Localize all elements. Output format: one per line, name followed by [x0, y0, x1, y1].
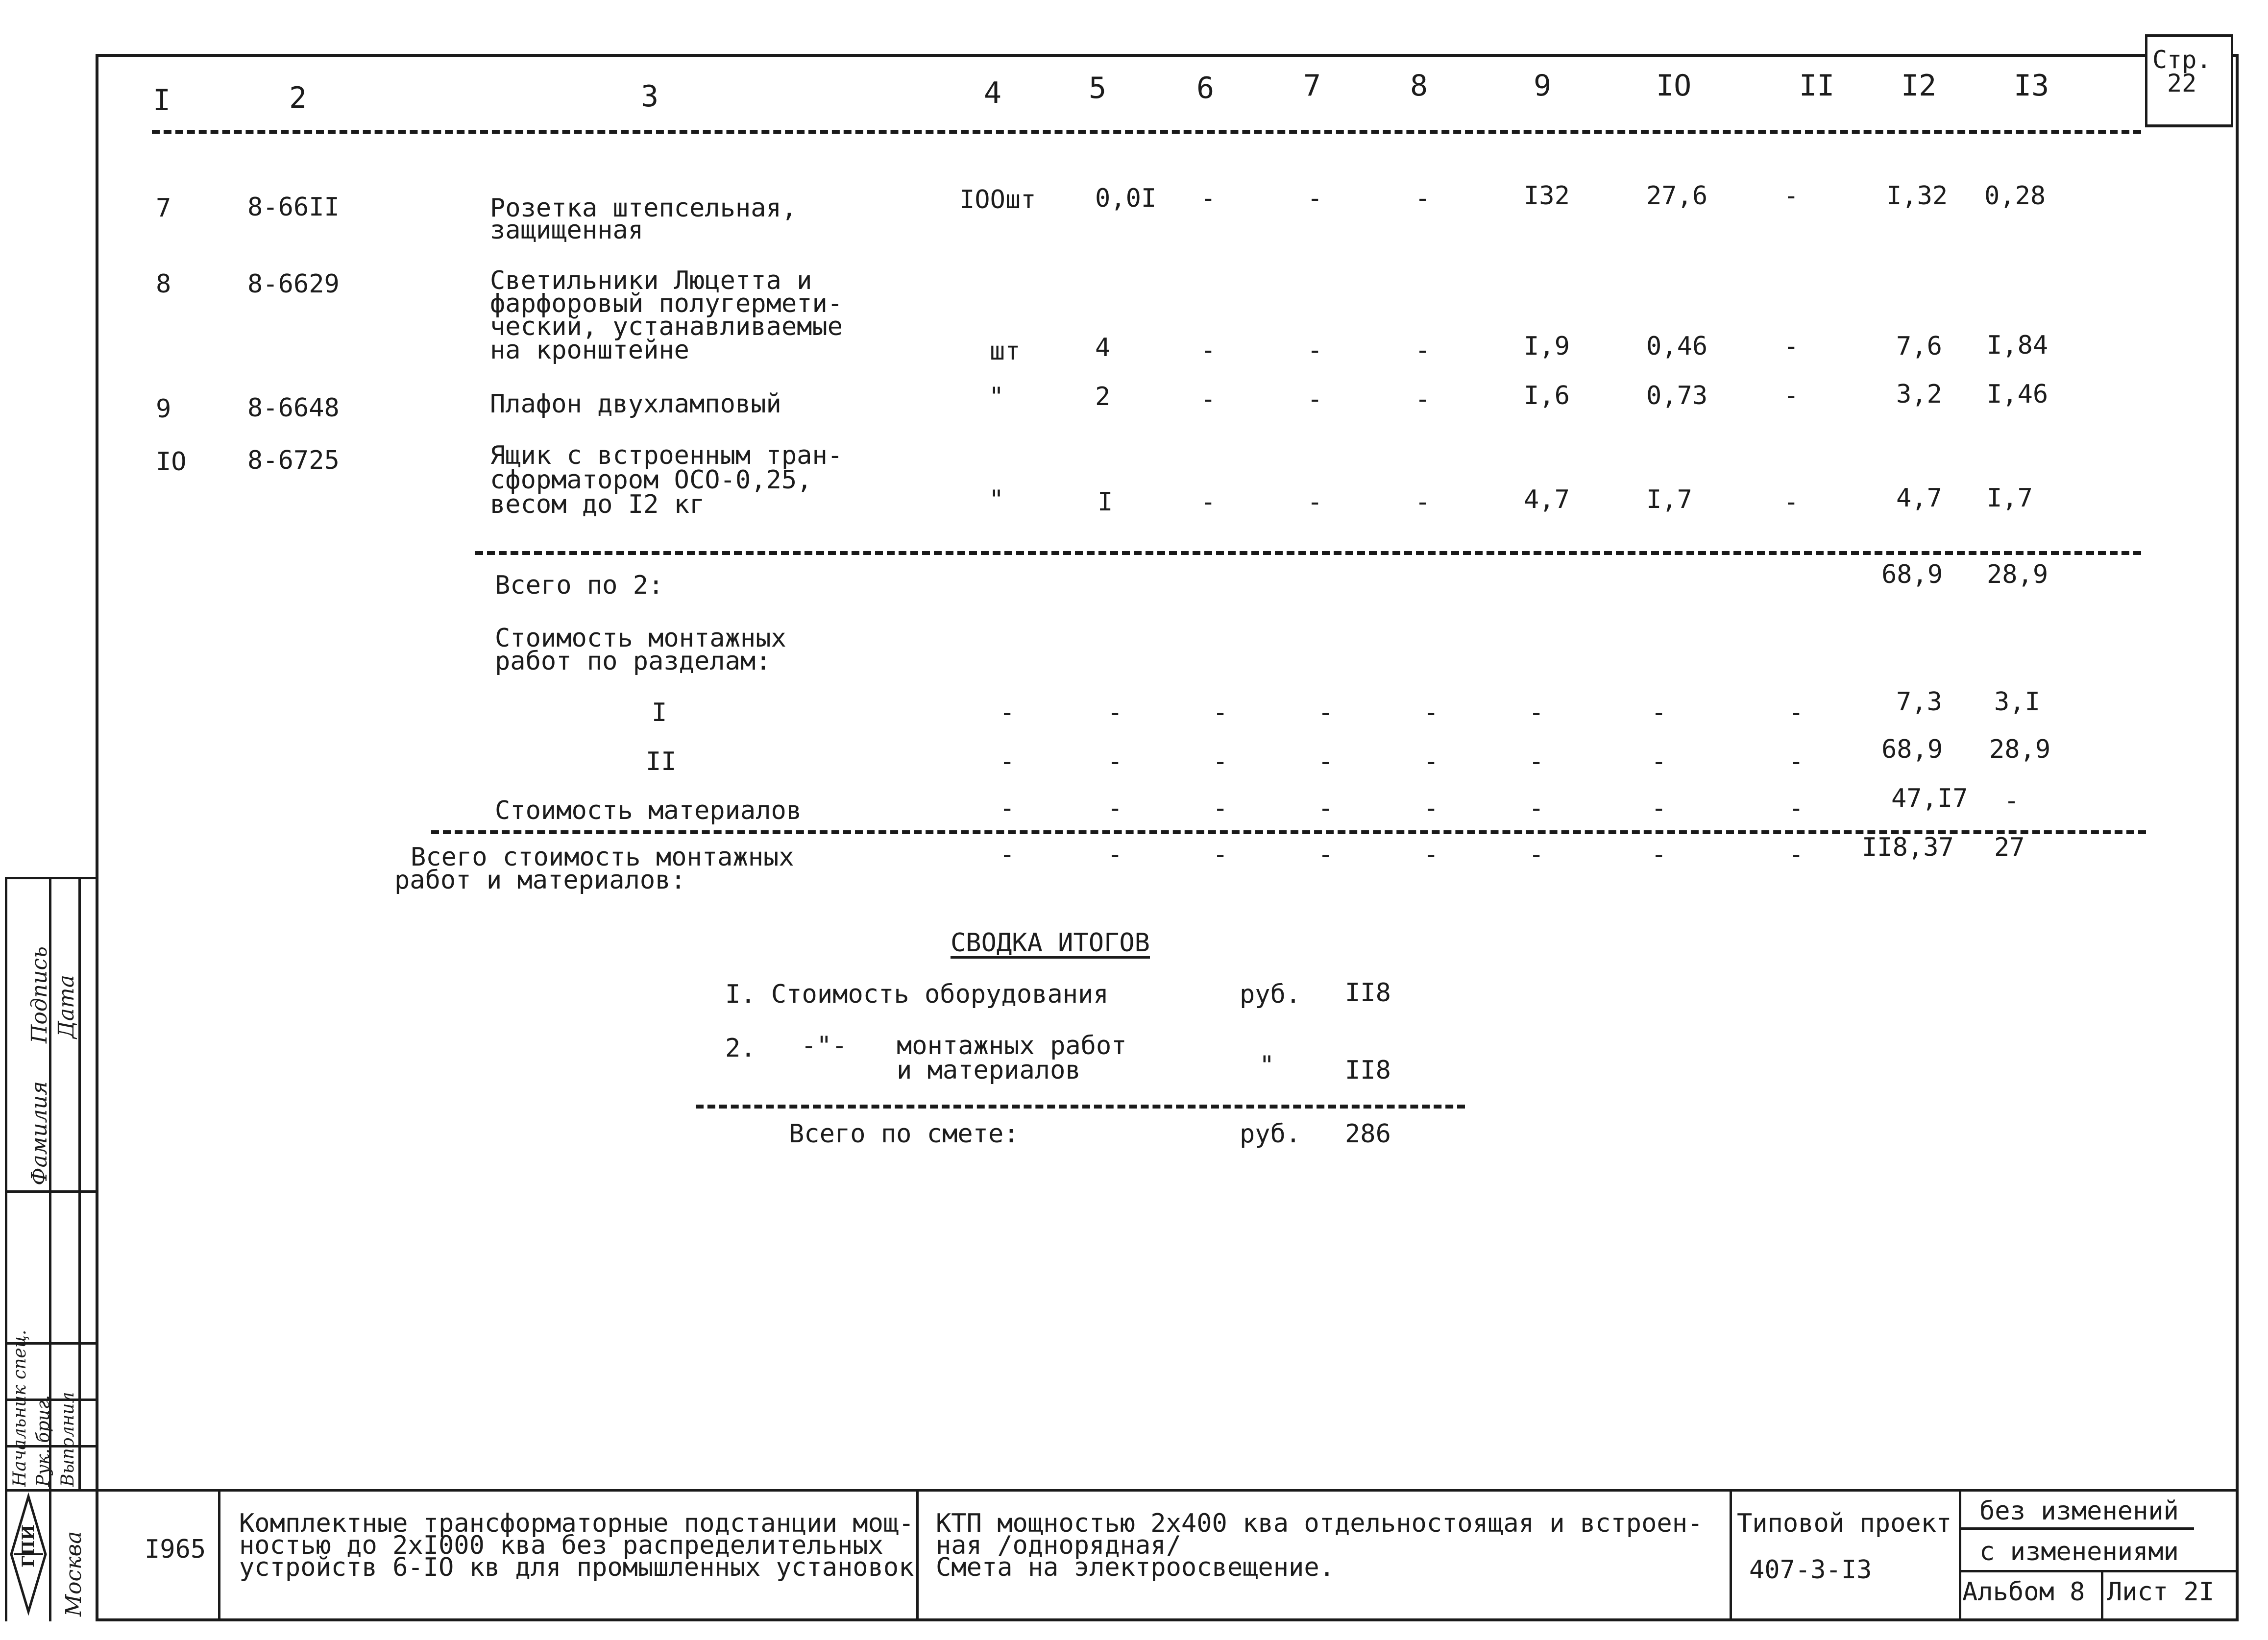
row-c10: 0,46	[1646, 332, 1708, 361]
title-sheet: Лист 2I	[2107, 1577, 2215, 1607]
title-block-div	[218, 1489, 220, 1621]
title-project-number: 407-3-I3	[1749, 1555, 1872, 1585]
section-dash: -	[1318, 698, 1334, 727]
row-unit: "	[989, 485, 1004, 514]
header-col-4: 4	[984, 76, 1002, 110]
summary-total-value: 286	[1345, 1119, 1391, 1149]
title-block-div	[1959, 1527, 2194, 1530]
side-role: Выполнил	[58, 1392, 78, 1487]
section-dash: -	[1423, 698, 1439, 727]
header-col-2: 2	[289, 81, 307, 115]
grand-dash: -	[1107, 840, 1123, 869]
title-block-div	[1959, 1489, 1961, 1621]
row-c11: -	[1783, 487, 1799, 517]
row-c7: -	[1307, 487, 1323, 517]
total-2-c12: 68,9	[1881, 560, 1943, 589]
header-col-3: 3	[641, 79, 659, 114]
header-col-8: 8	[1410, 69, 1428, 103]
row-num: 7	[156, 193, 171, 223]
row-c11: -	[1783, 381, 1799, 410]
materials-dash: -	[1213, 794, 1228, 823]
summary-line-2-value: II8	[1345, 1056, 1391, 1085]
side-city: Москва	[61, 1531, 86, 1616]
summary-line-2-ditto: -"-	[801, 1031, 847, 1061]
section-c12: 7,3	[1896, 687, 1942, 717]
summary-line-1-label: I. Стоимость оборудования	[725, 980, 1109, 1009]
side-col-date: Дата	[54, 975, 79, 1038]
row-c7: -	[1307, 184, 1323, 213]
row-c9: I32	[1524, 181, 1570, 211]
header-divider	[152, 130, 2141, 134]
row-qty: 0,0I	[1095, 184, 1157, 213]
page-number-box	[2145, 34, 2233, 127]
grand-total-c12: II8,37	[1862, 833, 1954, 862]
summary-line-2-label: монтажных работ	[897, 1031, 1127, 1061]
section-dash: -	[1213, 747, 1228, 776]
row-code: 8-6725	[247, 446, 340, 475]
row-name-line: Розетка штепсельная,	[490, 193, 797, 223]
row-c11: -	[1783, 181, 1799, 211]
row-c8: -	[1415, 336, 1431, 365]
row-c7: -	[1307, 385, 1323, 414]
summary-divider	[696, 1105, 1465, 1109]
title-subject-line: КТП мощностью 2х400 ква отдельностоящая и встроен-	[936, 1509, 1703, 1538]
section-c13: 3,I	[1994, 687, 2040, 717]
row-c6: -	[1200, 385, 1216, 414]
header-col-10: IO	[1656, 69, 1692, 103]
section-dash: -	[1529, 747, 1544, 776]
row-c6: -	[1200, 487, 1216, 517]
row-c13: I,7	[1987, 483, 2033, 513]
materials-dash: -	[1423, 794, 1439, 823]
title-block-top-line	[96, 1489, 2239, 1492]
title-album: Альбом 8	[1962, 1577, 2085, 1607]
section-dash: -	[1651, 747, 1667, 776]
grand-total-c13: 27	[1994, 833, 2025, 862]
row-c12: 3,2	[1896, 380, 1942, 409]
row-c8: -	[1415, 487, 1431, 517]
row-c9: I,9	[1524, 332, 1570, 361]
row-code: 8-6648	[247, 393, 340, 423]
row-c12: 7,6	[1896, 332, 1942, 361]
section-dash: -	[1107, 698, 1123, 727]
section-dash: -	[1107, 747, 1123, 776]
row-name-line: защищенная	[490, 216, 644, 245]
sections-title-line: работ по разделам:	[495, 647, 771, 676]
row-name-line: сформатором ОСО-0,25,	[490, 465, 812, 495]
grand-dash: -	[1529, 840, 1544, 869]
summary-line-2-num: 2.	[725, 1034, 756, 1063]
row-c8: -	[1415, 184, 1431, 213]
section-label: I	[652, 698, 667, 727]
row-c13: I,46	[1987, 380, 2049, 409]
materials-dash: -	[1788, 794, 1804, 823]
section-dash: -	[1213, 698, 1228, 727]
title-year: I965	[145, 1535, 206, 1564]
section-dash: -	[1788, 747, 1804, 776]
summary-title: СВОДКА ИТОГОВ	[951, 928, 1150, 958]
row-num: 9	[156, 394, 171, 424]
side-stamp-line	[5, 1190, 96, 1193]
row-c12: 4,7	[1896, 483, 1942, 513]
header-col-6: 6	[1196, 71, 1215, 105]
institute-logo-text: ГПИ	[19, 1524, 38, 1568]
row-name-line: ческий, устанавливаемые	[490, 312, 843, 341]
grand-dash: -	[1651, 840, 1667, 869]
title-block-div	[916, 1489, 919, 1621]
grand-dash: -	[1423, 840, 1439, 869]
row-name-line: Плафон двухламповый	[490, 389, 781, 419]
title-desc-line: ностью до 2хI000 ква без распределительных	[239, 1531, 883, 1560]
total-2-label: Всего по 2:	[495, 571, 664, 600]
section-c13: 28,9	[1989, 735, 2051, 764]
summary-total-label: Всего по смете:	[789, 1119, 1019, 1149]
header-col-9: 9	[1534, 69, 1552, 103]
section-dash: -	[1318, 747, 1334, 776]
row-c6: -	[1200, 184, 1216, 213]
materials-c12: 47,I7	[1891, 784, 1968, 813]
summary-line-2-label: и материалов	[897, 1056, 1081, 1085]
header-col-11: II	[1799, 69, 1835, 103]
grand-total-label-line: работ и материалов:	[394, 866, 686, 895]
title-block-div	[2101, 1570, 2103, 1621]
page-number: 22	[2167, 69, 2197, 97]
total-2-c13: 28,9	[1987, 560, 2049, 589]
side-col-signature: Подпись	[27, 946, 52, 1043]
row-unit: IOOшт	[959, 185, 1036, 215]
row-code: 8-6629	[247, 269, 340, 299]
subtotal-divider	[475, 551, 2141, 555]
header-col-1: I	[153, 83, 171, 118]
title-block-div	[1730, 1489, 1732, 1621]
row-c11: -	[1783, 332, 1799, 361]
header-col-13: I3	[2014, 69, 2049, 103]
row-c10: 27,6	[1646, 181, 1708, 211]
grand-dash: -	[1318, 840, 1334, 869]
row-num: 8	[156, 269, 171, 299]
row-c6: -	[1200, 336, 1216, 365]
grand-total-label-line: Всего стоимость монтажных	[411, 843, 794, 872]
row-c12: I,32	[1886, 181, 1948, 211]
row-c7: -	[1307, 336, 1323, 365]
row-name-line: Светильники Люцетта и	[490, 266, 812, 295]
section-dash: -	[1000, 698, 1015, 727]
section-dash: -	[1423, 747, 1439, 776]
header-col-5: 5	[1089, 71, 1107, 105]
row-c9: I,6	[1524, 381, 1570, 410]
side-col-name: Фамилия	[27, 1081, 52, 1185]
materials-dash: -	[1000, 794, 1015, 823]
row-unit: "	[989, 382, 1004, 411]
materials-dash: -	[1107, 794, 1123, 823]
side-stamp-line	[5, 877, 96, 879]
title-status-unchanged: без изменений	[1979, 1496, 2179, 1526]
row-unit: шт	[990, 337, 1021, 366]
grand-dash: -	[1213, 840, 1228, 869]
summary-line-1-unit: руб.	[1240, 980, 1301, 1009]
row-c8: -	[1415, 385, 1431, 414]
title-type-label: Типовой проект	[1737, 1509, 1952, 1538]
row-c13: 0,28	[1984, 181, 2046, 211]
section-c12: 68,9	[1881, 735, 1943, 764]
page-label: Стр.	[2152, 46, 2212, 74]
summary-line-2-unit: "	[1259, 1051, 1275, 1080]
materials-dash: -	[1651, 794, 1667, 823]
row-code: 8-66II	[247, 193, 340, 222]
grand-dash: -	[1000, 840, 1015, 869]
title-subject-line: ная /однорядная/	[936, 1531, 1181, 1560]
title-block-div	[1959, 1570, 2239, 1572]
summary-line-1-value: II8	[1345, 978, 1391, 1008]
row-name-line: весом до I2 кг	[490, 490, 705, 519]
row-name-line: фарфоровый полугермети-	[490, 289, 843, 318]
row-qty: 4	[1095, 333, 1111, 362]
side-role: Начальник спец.	[10, 1329, 30, 1487]
materials-dash: -	[1318, 794, 1334, 823]
materials-c13: -	[2004, 786, 2020, 816]
section-dash: -	[1788, 698, 1804, 727]
row-num: IO	[156, 447, 187, 477]
row-c9: 4,7	[1524, 485, 1570, 514]
title-status-changed: с изменениями	[1979, 1537, 2179, 1567]
row-c13: I,84	[1987, 331, 2049, 360]
header-col-12: I2	[1901, 69, 1937, 103]
side-stamp-line	[78, 877, 81, 1489]
row-c10: I,7	[1646, 485, 1692, 514]
section-dash: -	[1000, 747, 1015, 776]
materials-label: Стоимость материалов	[495, 796, 802, 825]
side-stamp-line	[5, 877, 7, 1621]
sections-title-line: Стоимость монтажных	[495, 624, 786, 653]
materials-dash: -	[1529, 794, 1544, 823]
title-desc-line: устройств 6-IO кв для промышленных установок	[239, 1553, 914, 1582]
header-col-7: 7	[1303, 69, 1321, 103]
section-label: II	[646, 747, 677, 776]
summary-total-unit: руб.	[1240, 1119, 1301, 1149]
title-desc-line: Комплектные трансформаторные подстанции мощ-	[239, 1509, 914, 1538]
row-qty: I	[1097, 487, 1113, 517]
side-role: Рук. бриг.	[33, 1395, 53, 1487]
title-subject-line: Смета на электроосвещение.	[936, 1553, 1335, 1582]
grand-dash: -	[1788, 840, 1804, 869]
section-dash: -	[1529, 698, 1544, 727]
row-c10: 0,73	[1646, 381, 1708, 410]
row-qty: 2	[1095, 382, 1111, 411]
row-name-line: Ящик с встроенным тран-	[490, 441, 843, 470]
section-dash: -	[1651, 698, 1667, 727]
row-name-line: на кронштейне	[490, 336, 689, 365]
